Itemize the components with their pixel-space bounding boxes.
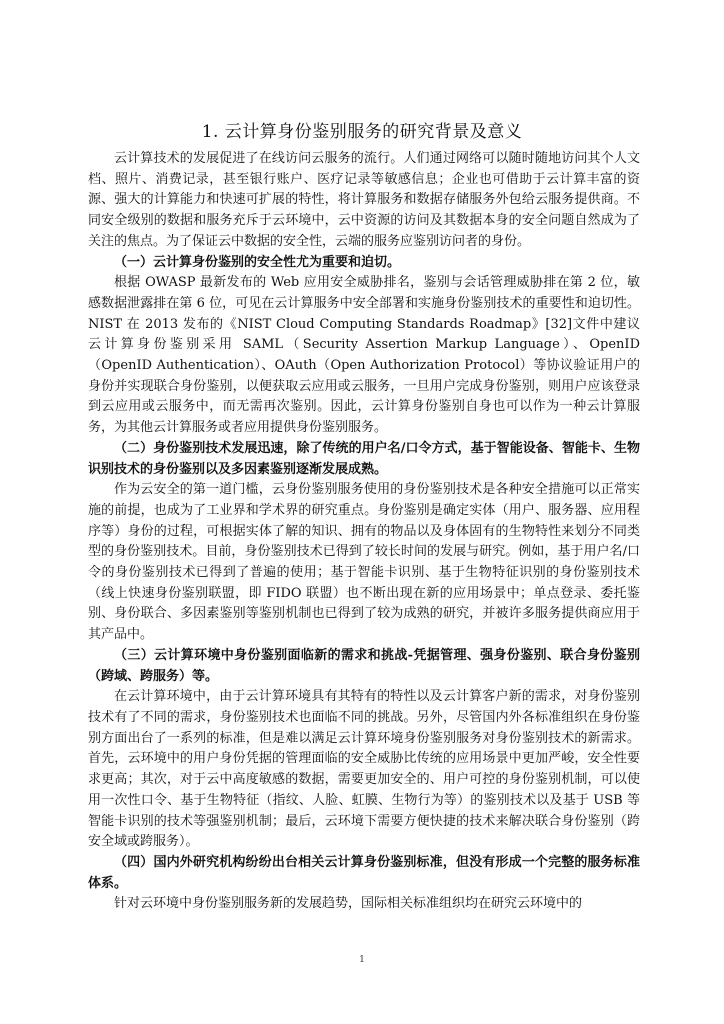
document-title: 1. 云计算身份鉴别服务的研究背景及意义: [201, 122, 523, 142]
document-body: [88, 149, 640, 915]
section-3-heading: （三）云计算环境中身份鉴别面临新的需求和挑战-凭据管理、强身份鉴别、联合身份鉴别（跨域、跨服务）等。: [88, 647, 640, 684]
section-4-paragraph: 针对云环境中身份鉴别服务新的发展趋势，国际相关标准组织均在研究云环境中的: [114, 896, 583, 912]
section-2-paragraph: 作为云安全的第一道门槛，云身份鉴别服务使用的身份鉴别技术是各种安全措施可以正常实施的前提，也成为了工业界和学术界的研究重点。身份鉴别是确定实体（用户、服务器、应用程序等）身份的过程，可根据实体了解的知识、拥有的物品以及身体固有的生物特性来划分不同类型的身份鉴别技术。目前，身份鉴别技术已得到了较长时间的发展与研究。例如，基于用户名/口令的身份鉴别技术已得到了普遍的使用；基于智能卡识别、基于生物特征识别的身份鉴别技术（线上快速身份鉴别联盟，即 FIDO 联盟）也不断出现在新的应用场景中；单点登录、委托鉴别、身份联合、多因素鉴别等鉴别机制也已得到了较为成熟的研究，并被许多服务提供商应用于其产品中。: [88, 482, 640, 643]
page-number: 1: [359, 955, 365, 965]
intro-paragraph: 云计算技术的发展促进了在线访问云服务的流行。人们通过网络可以随时随地访问其个人文档、照片、消费记录，甚至银行账户、医疗记录等敏感信息；企业也可借助于云计算丰富的资源、强大的计算能力和快速可扩展的特性，将计算服务和数据存储服务外包给云服务提供商。不同安全级别的数据和服务充斥于云环境中，云中资源的访问及其数据本身的安全问题自然成为了关注的焦点。为了保证云中数据的安全性，云端的服务应鉴别访问者的身份。: [88, 151, 640, 249]
section-1-heading: （一）云计算身份鉴别的安全性尤为重要和迫切。: [114, 254, 401, 270]
section-4-heading: （四）国内外研究机构纷纷出台相关云计算身份鉴别标准，但没有形成一个完整的服务标准体系。: [88, 854, 640, 891]
section-3-paragraph: 在云计算环境中，由于云计算环境具有其特有的特性以及云计算客户新的需求，对身份鉴别技术有了不同的需求，身份鉴别技术也面临不同的挑战。另外，尽管国内外各标准组织在身份鉴别方面出台了一系列的标准，但是难以满足云计算环境身份鉴别服务对身份鉴别技术的新需求。首先，云环境中的用户身份凭据的管理面临的安全威胁比传统的应用场景中更加严峻，安全性要求更高；其次，对于云中高度敏感的数据，需要更加安全的、用户可控的身份鉴别机制，可以使用一次性口令、基于生物特征（指纹、人脸、虹膜、生物行为等）的鉴别技术以及基于 USB 等智能卡识别的技术等强鉴别机制；最后，云环境下需要方便快捷的技术来解决联合身份鉴别（跨安全域或跨服务）。: [88, 689, 640, 850]
section-1-paragraph: 根据 OWASP 最新发布的 Web 应用安全威胁排名，鉴别与会话管理威胁排在第 2 位，敏感数据泄露排在第 6 位，可见在云计算服务中安全部署和实施身份鉴别技术的重要性和迫切性。NIST 在 2013 发布的《NIST Cloud Computing Standards Roadmap》[32]文件中建议云计算身份鉴别采用 SAML（Security Assertion Markup Language）、OpenID（OpenID Authentication）、OAuth（Open Authorization Protocol）等协议验证用户的身份并实现联合身份鉴别，以便获取云应用或云服务，一旦用户完成身份鉴别，则用户应该登录到云应用或云服务中，而无需再次鉴别。因此，云计算身份鉴别自身也可以作为一种云计算服务，为其他云计算服务或者应用提供身份鉴别服务。: [88, 275, 640, 436]
section-2-heading: （二）身份鉴别技术发展迅速，除了传统的用户名/口令方式，基于智能设备、智能卡、生物识别技术的身份鉴别以及多因素鉴别逐渐发展成熟。: [88, 440, 640, 477]
